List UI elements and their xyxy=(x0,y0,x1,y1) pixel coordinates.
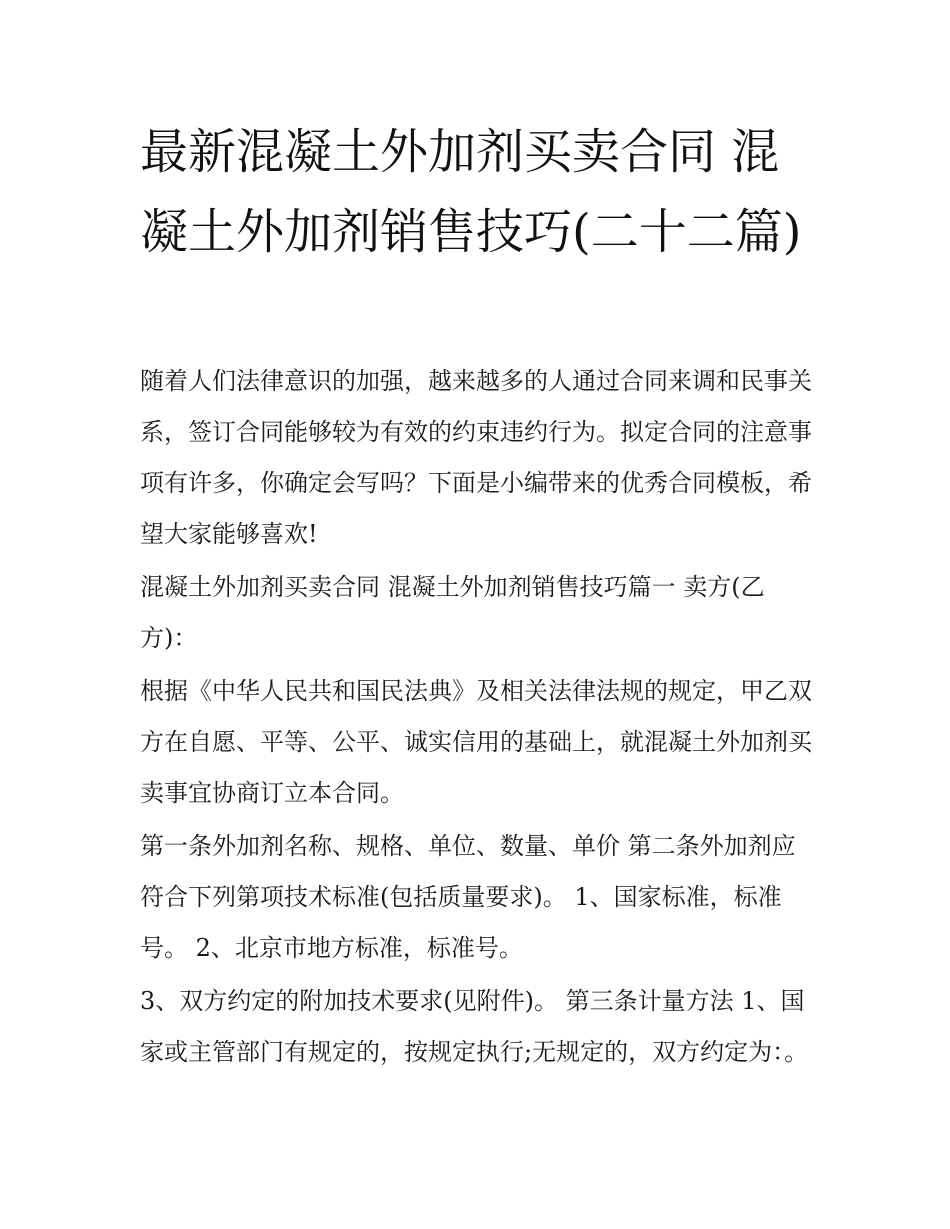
paragraph-article-1-2: 第一条外加剂名称、规格、单位、数量、单价 第二条外加剂应符合下列第项技术标准(包括质量要求)。 1、国家标准，标准号。 2、北京市地方标准，标准号。 xyxy=(140,832,796,962)
document-title: 最新混凝土外加剂买卖合同 混凝土外加剂销售技巧(二十二篇) xyxy=(140,124,802,260)
paragraph-section-heading: 混凝土外加剂买卖合同 混凝土外加剂销售技巧篇一 卖方(乙方)： xyxy=(140,573,765,652)
paragraph-intro: 随着人们法律意识的加强，越来越多的人通过合同来调和民事关系，签订合同能够较为有效的约束违约行为。拟定合同的注意事项有许多，你确定会写吗？下面是小编带来的优秀合同模板，希望大家能够喜欢! xyxy=(140,367,812,548)
document-body xyxy=(140,356,812,1080)
paragraph-legal-basis: 根据《中华人民共和国民法典》及相关法律法规的规定，甲乙双方在自愿、平等、公平、诚实信用的基础上，就混凝土外加剂买卖事宜协商订立本合同。 xyxy=(140,677,812,807)
paragraph-article-3: 3、双方约定的附加技术要求(见附件)。 第三条计量方法 1、国家或主管部门有规定的，按规定执行;无规定的，双方约定为：。 xyxy=(140,987,809,1066)
